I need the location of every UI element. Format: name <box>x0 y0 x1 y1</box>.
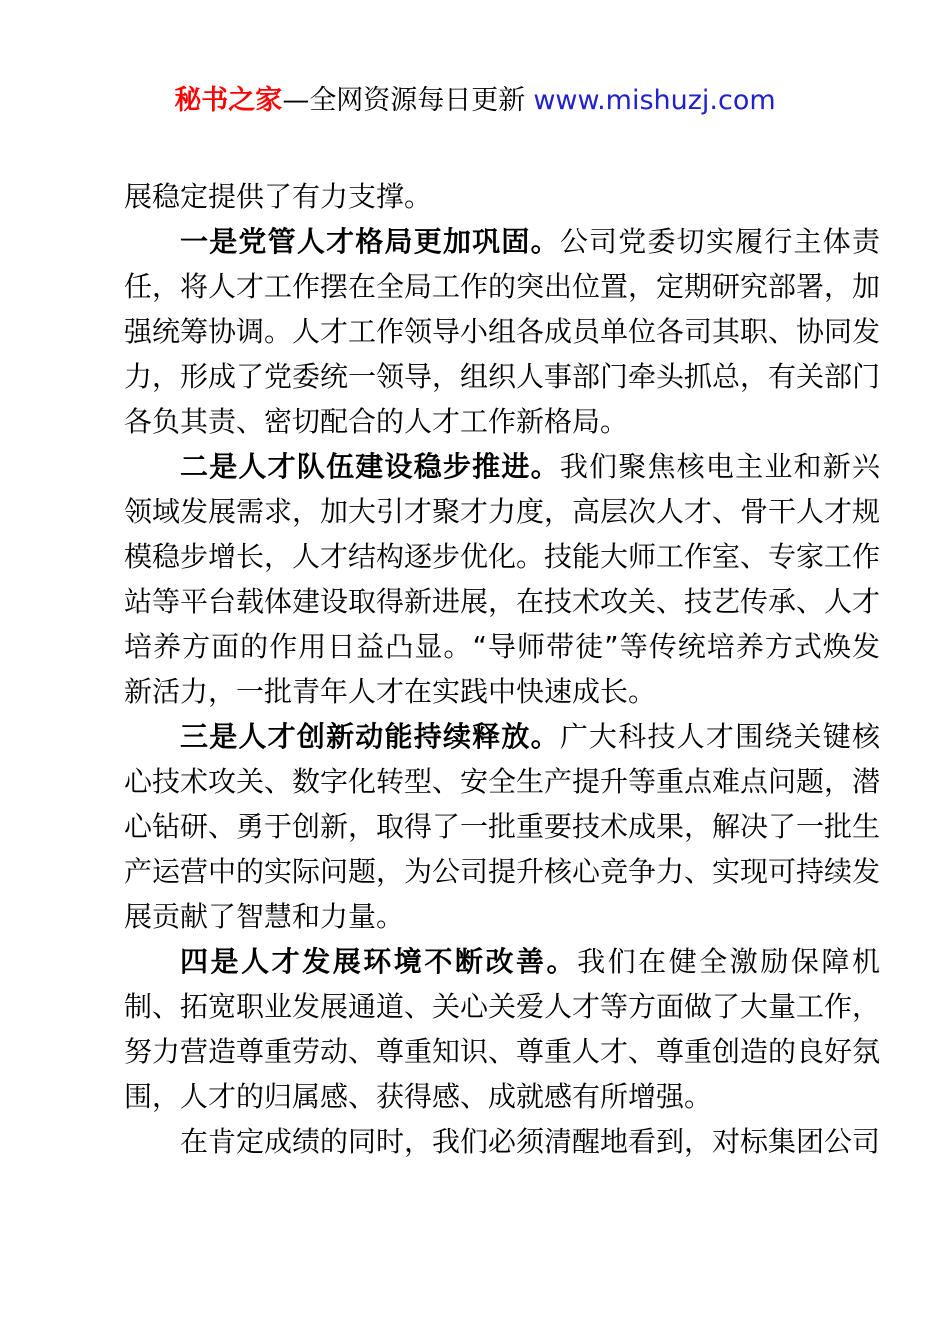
site-header <box>0 84 950 118</box>
paragraph-lead: 一是党管人才格局更加巩固。 <box>180 225 560 258</box>
paragraph <box>124 939 880 1119</box>
paragraph-text: 公司党委切实履行主体责任，将人才工作摆在全局工作的突出位置，定期研究部署，加强统筹协调。人才工作领导小组各成员单位各司其职、协同发力，形成了党委统一领导，组织人事部门牵头抓总，有关部门各负其责、密切配合的人才工作新格局。 <box>124 225 881 438</box>
paragraph-lead: 二是人才队伍建设稳步推进。 <box>180 450 560 483</box>
site-tagline: 全网资源每日更新 <box>309 85 526 116</box>
document-body <box>124 174 880 1164</box>
paragraph <box>124 1119 880 1164</box>
paragraph-text: 我们聚焦核电主业和新兴领域发展需求，加大引才聚才力度，高层次人才、骨干人才规模稳步增长，人才结构逐步优化。技能大师工作室、专家工作站等平台载体建设取得新进展，在技术攻关、技艺传承、人才培养方面的作用日益凸显。“导师带徒”等传统培养方式焕发新活力，一批青年人才在实践中快速成长。 <box>124 450 881 708</box>
site-url-link[interactable]: www.mishuzj.com <box>533 85 776 116</box>
paragraph <box>124 219 880 444</box>
paragraph-text: 广大科技人才围绕关键核心技术攻关、数字化转型、安全生产提升等重点难点问题，潜心钻研、勇于创新，取得了一批重要技术成果，解决了一批生产运营中的实际问题，为公司提升核心竞争力、实现可持续发展贡献了智慧和力量。 <box>124 720 881 933</box>
separator-dash: — <box>282 85 310 116</box>
paragraph-text: 展稳定提供了有力支撑。 <box>124 180 433 213</box>
site-name: 秘书之家 <box>174 85 283 116</box>
paragraph-text: 我们在健全激励保障机制、拓宽职业发展通道、关心关爱人才等方面做了大量工作，努力营造尊重劳动、尊重知识、尊重人才、尊重创造的良好氛围，人才的归属感、获得感、成就感有所增强。 <box>124 945 881 1113</box>
paragraph <box>124 444 880 714</box>
paragraph-text: 在肯定成绩的同时，我们必须清醒地看到，对标集团公司 <box>180 1125 881 1158</box>
paragraph-lead: 四是人才发展环境不断改善。 <box>180 945 578 978</box>
paragraph <box>124 174 880 219</box>
paragraph <box>124 714 880 939</box>
paragraph-lead: 三是人才创新动能持续释放。 <box>180 720 560 753</box>
